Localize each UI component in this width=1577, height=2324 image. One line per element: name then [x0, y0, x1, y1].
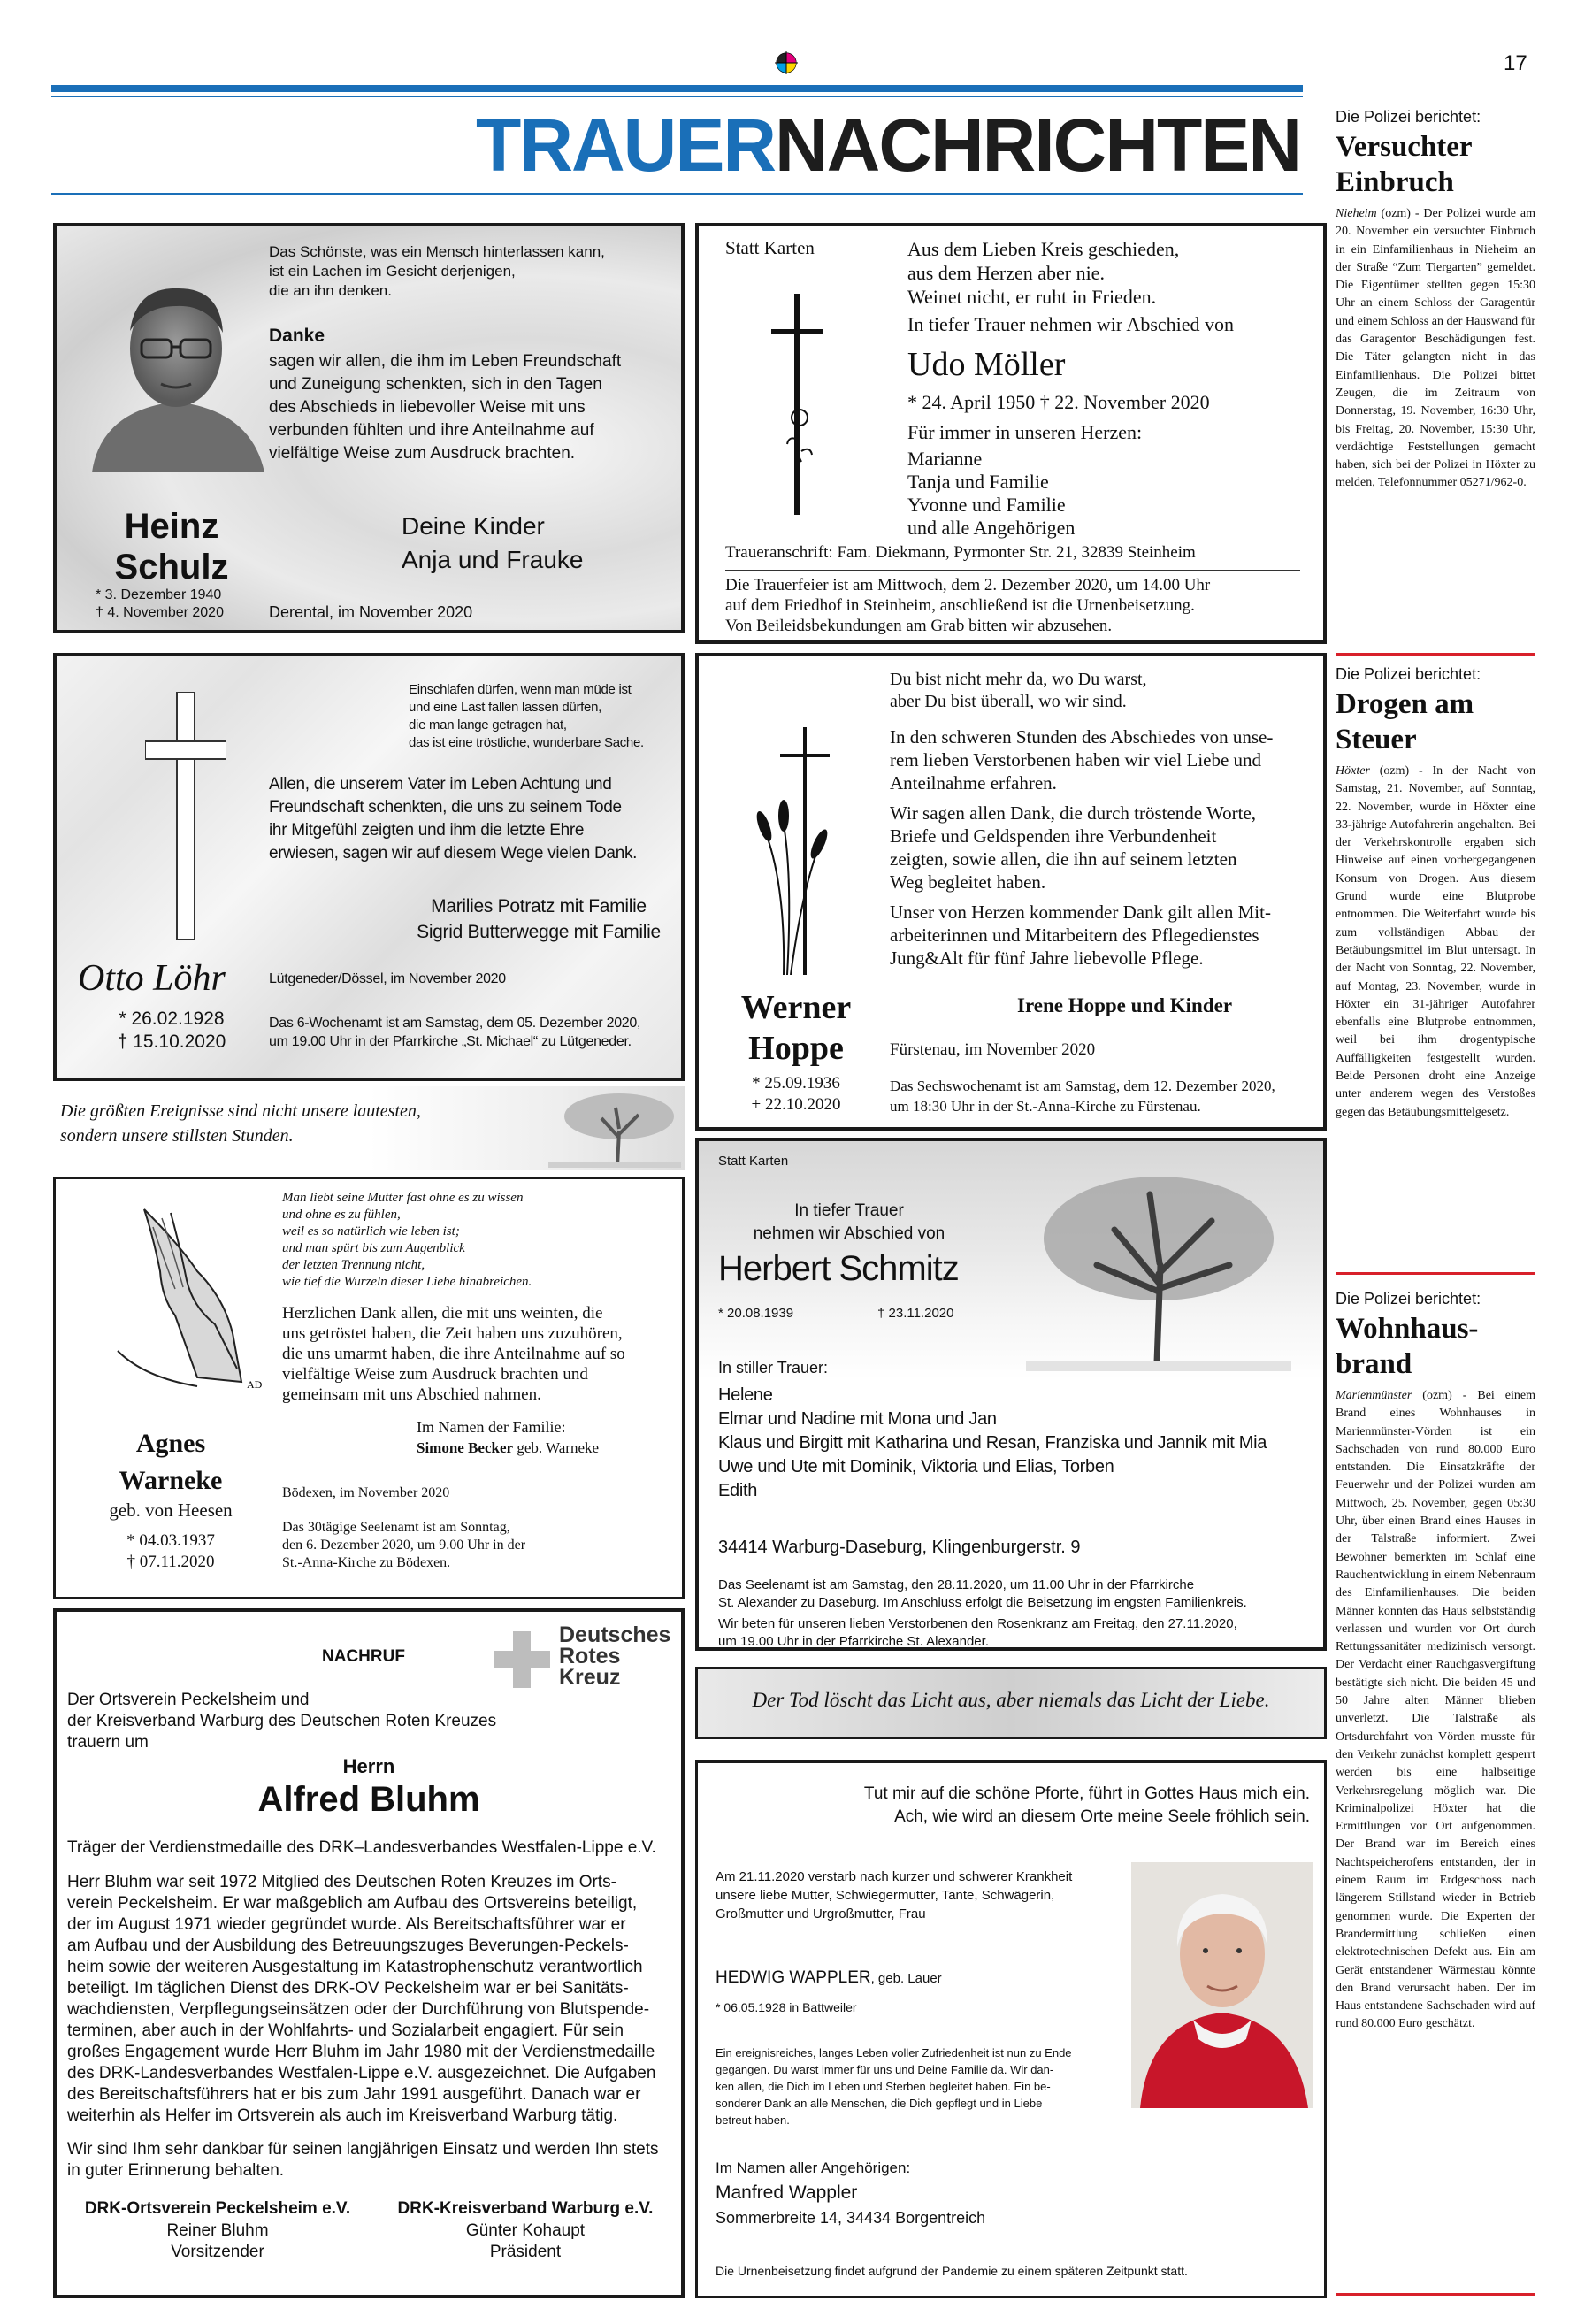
tribute: Ein ereignisreiches, langes Leben voller Zufriedenheit ist nun zu Ende gegangen. Du warst immer für uns und Deine Familie da. Wir dan- ken allen, die Dich im Leben und Sterben begleitet haben. Ein be- sonderer Dank an alle Menschen, die Dich gepflegt und in Liebe betreut haben. — [716, 2046, 1072, 2127]
biography: Herr Bluhm war seit 1972 Mitglied des Deutschen Roten Kreuzes im Orts- verein Peckelsheim. Er war maßgeblich am Aufbau des Ortsvereins beteiligt, der im August 1971 wieder gegründet wurde. Als Bereitschaftsführer war er am Aufbau und der Ausbildung des Betreuungszuges Beverungen-Peckels- heim sowie der weiteren Ausgestaltung im Katastrophenschutz verantwortlich beteiligt. Im täglichen Dienst des DRK-OV Peckelsheim war er bei Sanitäts- wachdiensten, Verpflegungseinsätzen oder der Durchführung von Blutspende- terminen, aber auch in der Wohlfahrts- und Sozialarbeit engagiert. Für sein großes Engagement wurde Herr Bluhm im Jahr 1980 mit der Verdienstmedaille des DRK-Landesverbandes Westfalen-Lippe e.V. ausgezeichnet. Die Aufgaben des Bereitschaftsführers hat er bis zum Jahr 1991 ausgeführt. Danach war er weiterhin als Helfer im Ortsverein als auch im Kreisverband Warburg tätig. — [67, 1873, 656, 2125]
birth-date: * 20.08.1939 — [718, 1306, 794, 1321]
family-nee: geb. Warneke — [513, 1439, 600, 1456]
article-3-text: (ozm) - Bei einem Brand eines Wohnhauses in Marienmünster-Vörden ist ein Sachschaden von rund 80.000 Euro entstanden. Die Einsatzkräfte der Feuerwehr und der Polizei wurden am Mittwoch, 25. November, gegen 05:30 Uhr, über einen Brand eines Hauses in der Talstraße informiert. Zwei Bewohner bemerkten im Schlaf eine Rauchentwicklung in einem Nebenraum des Einfamilienhauses. Die beiden Männer konnten das Haus selbstständig verlassen und wurden vor Ort durch Rettungssanitäter medizinisch versorgt. Der Verdacht einer Rauchgasvergiftung bestätigte sich nicht. Die beiden 45 und 50 Jahre alten Männer blieben unverletzt. Die Talstraße als Ortsdurchfahrt von Vörden musste für den Verkehr zunächst komplett gesperrt werden bis eine halbseitige Verkehrsregelung möglich war. Die Kriminalpolizei Höxter hat die Ermittlungen vor Ort aufgenommen. Der Brand war im Bereich eines Nachtspeicherofens entstanden, der in einem Raum im Erdgeschoss nach längerem Stillstand wieder in Betrieb genommen wurde. Die Experten der Brandermittlung schließen einen elektrotechnischen Defekt aus. Ein am Gerät entstandener Wärmestau könnte den Brand verursacht haben. Der im Haus entstandene Sachschaden wird auf rund 80.000 Euro geschätzt. — [1336, 1389, 1535, 2031]
service-info: Die Trauerfeier ist am Mittwoch, dem 2. Dezember 2020, um 14.00 Uhr auf dem Friedhof in Steinheim, anschließend ist die Urnenbeisetzung. Von Beileidsbekundungen am Grab bitten wir abzusehen. — [725, 576, 1211, 635]
poem: Aus dem Lieben Kreis geschieden, aus dem Herzen aber nie. Weinet nicht, er ruht in Frieden. — [907, 238, 1180, 308]
address: Sommerbreite 14, 34434 Borgentreich — [716, 2209, 986, 2227]
masthead-title — [380, 103, 1300, 188]
family: Helene Elmar und Nadine mit Mona und Jan Klaus und Birgitt mit Katharina und Resan, Franziska und Jannik mit Mia Uwe und Ute mit Dominik, Viktoria und Elias, Torben Edith — [718, 1385, 1267, 1500]
family-label: Im Namen der Familie: — [417, 1418, 566, 1436]
address: 34414 Warburg-Daseburg, Klingenburgerstr. 9 — [718, 1538, 1081, 1557]
cross-with-wheat-icon — [739, 727, 846, 975]
svg-text:AD: AD — [247, 1378, 263, 1391]
family-name: Manfred Wappler — [716, 2182, 858, 2203]
statt-karten: Statt Karten — [725, 237, 815, 258]
thanks-paragraph-1: In den schweren Stunden des Abschiedes von unse- rem lieben Verstorbenen haben wir viel Liebe und Anteilnahme erfahren. — [890, 726, 1274, 794]
light-quote: Der Tod löscht das Licht aus, aber niemals das Licht der Liebe. — [752, 1689, 1270, 1711]
mourning-label: In stiller Trauer: — [718, 1359, 829, 1377]
birth-date: * 26.02.1928 — [119, 1009, 225, 1029]
place-date: Lütgeneder/Dössel, im November 2020 — [269, 971, 506, 986]
obituary-herbert-schmitz — [695, 1138, 1327, 1651]
service-info: Das Sechswochenamt ist am Samstag, dem 12. Dezember 2020, um 18:30 Uhr in der St.-Anna-Kirche zu Fürstenau. — [890, 1078, 1275, 1115]
article-3-body — [1336, 1387, 1535, 2034]
article-2-dateline: Höxter — [1336, 764, 1370, 778]
deceased-name — [74, 506, 269, 587]
family-label: Im Namen aller Angehörigen: — [716, 2159, 911, 2176]
article-1-text: (ozm) - Der Polizei wurde am 20. November ein versuchter Einbruch in ein Einfamilienhaus in Nieheim an der Straße “Zum Tiergarten” gemeldet. Die Eigentümer stellten gegen 15:30 Uhr an einem Schloss der Garagentür und einem Schloss an der Hauswand für das Garagentor Beschädigungen fest. Die Täter gelangten nicht in das Einfamilienhaus. Die Polizei bittet Zeugen, die im Zeitraum von Donnerstag, 19. November, 16:30 Uhr, bis Freitag, 20. November, 15:30 Uhr, verdächtige Feststellungen gemacht haben, sich bei der Polizei in Höxter zu melden, Telefonnummer 05271/962-0. — [1336, 207, 1535, 490]
masthead-rule — [51, 85, 1303, 92]
masthead-rule-thin — [51, 96, 1303, 97]
spacer-quote: Die größten Ereignisse sind nicht unsere lautesten, sondern unsere stillsten Stunden. — [60, 1101, 421, 1146]
death-date: † 23.11.2020 — [877, 1306, 954, 1321]
article-1-headline: Versuchter Einbruch — [1336, 131, 1473, 198]
obituary-werner-hoppe — [695, 653, 1327, 1131]
birth-date: * 06.05.1928 in Battweiler — [716, 2000, 857, 2014]
article-1-dateline: Nieheim — [1336, 207, 1377, 220]
thanks-paragraph-2: Wir sagen allen Dank, die durch tröstende Worte, Briefe und Geldspenden ihre Verbundenheit zeigten, sowie allen, die ihn auf seinem letzten Weg begleitet haben. — [890, 802, 1257, 893]
divider — [725, 570, 1300, 571]
article-2-rule — [1336, 1272, 1535, 1275]
danke-title: Danke — [269, 326, 325, 346]
maiden-name: , geb. Lauer — [870, 1971, 942, 1986]
article-1-body — [1336, 205, 1535, 493]
death-date: † 07.11.2020 — [126, 1553, 215, 1571]
light-quote-banner — [695, 1667, 1327, 1739]
place-date: Derental, im November 2020 — [269, 603, 473, 621]
nachruf-label: NACHRUF — [322, 1647, 405, 1666]
article-2-body — [1336, 763, 1535, 1122]
spacer-quote-box — [53, 1086, 685, 1170]
award: Träger der Verdienstmedaille des DRK–Landesverbandes Westfalen-Lippe e.V. — [67, 1838, 656, 1857]
portrait-photo — [1131, 1862, 1313, 2108]
deceased-name — [716, 1968, 942, 1988]
rosary-info: Wir beten für unseren lieben Verstorbenen den Rosenkranz am Freitag, den 27.11.2020, um 19.00 Uhr in der Pfarrkirche St. Alexander. — [718, 1616, 1237, 1649]
signature-1-title: DRK-Ortsverein Peckelsheim e.V. — [84, 2199, 351, 2218]
article-2-kicker: Die Polizei berichtet: — [1336, 665, 1481, 683]
article-2-headline: Drogen am Steuer — [1336, 688, 1474, 755]
article-1-kicker: Die Polizei berichtet: — [1336, 108, 1481, 126]
masthead-title-blue: TRAUER — [476, 104, 776, 187]
name-first: Agnes — [135, 1429, 206, 1458]
quote: Einschlafen dürfen, wenn man müde ist und eine Last fallen lassen dürfen, die man lange getragen hat, das ist eine tröstliche, wunderbare Sache. — [409, 682, 644, 750]
herrn-label: Herrn — [342, 1755, 395, 1777]
drk-logo-text: Deutsches Rotes Kreuz — [559, 1622, 671, 1690]
poem: Man liebt seine Mutter fast ohne es zu wissen und ohne es zu fühlen, weil es so natürlich wie leben ist; und man spürt bis zum Augenblick der letzten Trennung nicht, wie tief die Wurzeln dieser Liebe hinabreichen. — [282, 1191, 532, 1289]
deceased-name: Alfred Bluhm — [257, 1780, 480, 1819]
birth-date: * 04.03.1937 — [126, 1531, 215, 1550]
deceased-name — [73, 1425, 268, 1499]
masthead-bottom-rule — [51, 193, 1303, 195]
name-first: Heinz — [124, 507, 219, 546]
poem: Tut mir auf die schöne Pforte, führt in Gottes Haus mich ein. Ach, wie wird an diesem Orte meine Seele fröhlich sein. — [863, 1784, 1310, 1826]
article-3-rule — [1336, 2293, 1535, 2296]
thanks: Allen, die unserem Vater im Leben Achtung und Freundschaft schenkten, die uns zu seinem Tode ihr Mitgefühl zeigten und ihm die letzte Ehre erwiesen, sagen wir auf diesem Wege vielen Dank. — [269, 775, 638, 863]
poem: Du bist nicht mehr da, wo Du warst, aber Du bist überall, wo wir sind. — [890, 670, 1147, 711]
birth-date: * 25.09.1936 — [752, 1074, 840, 1093]
article-1-rule — [1336, 653, 1535, 656]
name-last: Schulz — [114, 548, 229, 587]
article-2-text: (ozm) - In der Nacht von Samstag, 21. November, auf Sonntag, 22. November, wurde in Höxter eine 33-jährige Autofahrerin angehalten. Bei der Verkehrskontrolle ergaben sich Hinweise auf einen vorhergegangenen Konsum von Drogen. Aus diesem Grund wurde eine Blutprobe entnommen. Die Weiterfahrt wurde bis zum vollständigen Abbau der Betäubungsmittel im Blut untersagt. In der Nacht von Sonntag, 22. November, auf Montag, 23. November, wurde in Höxter ein 31-jähriger Autofahrer ebenfalls eine Blutprobe entnommen, weil bei ihm drogentypische Auffälligkeiten festgestellt wurden. Beide Personen droht eine Anzeige unter anderem wegen des Verstoßes gegen das Betäubungsmittelgesetz. — [1336, 764, 1535, 1119]
family-signature: Marilies Potratz mit Familie Sigrid Butterwegge mit Familie — [417, 896, 661, 942]
red-cross-icon — [494, 1631, 550, 1688]
family-name: Simone Becker — [417, 1439, 514, 1456]
signature-2-name: Günter Kohaupt Präsident — [465, 2221, 586, 2261]
page-number: 17 — [1504, 51, 1527, 75]
intro: Der Ortsverein Peckelsheim und der Kreisverband Warburg des Deutschen Roten Kreuzes trauern um — [67, 1691, 497, 1752]
deceased-name: Otto Löhr — [78, 958, 226, 999]
obituary-hedwig-wappler — [695, 1760, 1327, 2298]
note: Die Urnenbeisetzung findet aufgrund der Pandemie zu einem späteren Zeitpunkt statt. — [716, 2264, 1188, 2278]
tree-icon — [548, 1086, 681, 1168]
thanks-paragraph-3: Unser von Herzen kommender Dank gilt allen Mit- arbeiterinnen und Mitarbeitern des Pflegedienstes Jung&Alt für fünf Jahre liebevolle Pflege. — [890, 901, 1271, 969]
tree-icon — [1026, 1159, 1291, 1371]
registration-mark-icon — [775, 51, 798, 74]
praying-hands-icon — [91, 1200, 286, 1395]
family-signature — [417, 1439, 599, 1457]
service-info: Das 30tägige Seelenamt ist am Sonntag, den 6. Dezember 2020, um 9.00 Uhr in der St.-Anna-Kirche zu Bödexen. — [282, 1520, 526, 1570]
address: Traueranschrift: Fam. Diekmann, Pyrmonter Str. 21, 32839 Steinheim — [725, 543, 1196, 562]
death-date: + 22.10.2020 — [751, 1095, 841, 1114]
article-3-headline: Wohnhaus- brand — [1336, 1313, 1479, 1380]
name-last: Warneke — [119, 1466, 223, 1495]
article-3-kicker: Die Polizei berichtet: — [1336, 1290, 1481, 1308]
portrait-photo — [74, 269, 278, 472]
obituary-alfred-bluhm — [53, 1608, 685, 2298]
gratitude: Wir sind Ihm sehr dankbar für seinen langjährigen Einsatz und werden Ihn stets in guter Erinnerung behalten. — [67, 2140, 659, 2180]
family-signature: Deine Kinder Anja und Frauke — [402, 512, 584, 573]
intro: In tiefer Trauer nehmen wir Abschied von — [907, 313, 1235, 335]
name-last: Hoppe — [748, 1030, 844, 1067]
deceased-name: Herbert Schmitz — [718, 1249, 959, 1288]
masthead-title-black: NACHRICHTEN — [775, 104, 1300, 187]
deceased-name: Udo Möller — [907, 346, 1066, 383]
service-info: Das Seelenamt ist am Samstag, den 28.11.2020, um 11.00 Uhr in der Pfarrkirche St. Alexander zu Daseburg. Im Anschluss erfolgt die Beisetzung im engsten Familienkreis. — [718, 1577, 1247, 1610]
obituary-heinz-schulz — [53, 223, 685, 633]
birth-date: * 3. Dezember 1940 — [96, 587, 222, 602]
signature-2-title: DRK-Kreisverband Warburg e.V. — [397, 2199, 654, 2218]
deceased-name — [708, 987, 884, 1069]
thanks: Herzlichen Dank allen, die mit uns weinten, die uns getröstet haben, die Zeit haben uns zuzuhören, die uns umarmt haben, die ihre Anteilnahme auf so vielfältige Weise zum Ausdruck brachten und gemeinsam mit uns Abschied nahmen. — [282, 1304, 625, 1404]
sidebar — [1325, 88, 1542, 2318]
intro: Am 21.11.2020 verstarb nach kurzer und schwerer Krankheit unsere liebe Mutter, Schwiegermutter, Tante, Schwägerin, Großmutter und Urgroßmutter, Frau — [716, 1869, 1073, 1921]
name: HEDWIG WAPPLER — [716, 1968, 871, 1987]
obituary-otto-loehr — [53, 653, 685, 1081]
death-date: † 4. November 2020 — [96, 605, 224, 620]
quote: Das Schönste, was ein Mensch hinterlassen kann, ist ein Lachen im Gesicht derjenigen, die an ihn denken. — [269, 243, 605, 299]
forever-label: Für immer in unseren Herzen: — [907, 421, 1143, 443]
place-date: Bödexen, im November 2020 — [282, 1485, 450, 1500]
obituary-agnes-warneke — [53, 1177, 685, 1599]
death-date: † 15.10.2020 — [117, 1032, 226, 1052]
dates: * 24. April 1950 † 22. November 2020 — [907, 391, 1210, 413]
maiden-name: geb. von Heesen — [109, 1499, 233, 1521]
family-signature: Irene Hoppe und Kinder — [1017, 994, 1233, 1016]
obituary-udo-moeller — [695, 223, 1327, 644]
cross-icon — [145, 692, 226, 940]
service-info: Das 6-Wochenamt ist am Samstag, dem 05. Dezember 2020, um 19.00 Uhr in der Pfarrkirche „St. Michael“ zu Lütgeneder. — [269, 1016, 641, 1049]
family: Marianne Tanja und Familie Yvonne und Familie und alle Angehörigen — [907, 448, 1076, 539]
cross-with-rose-icon — [766, 294, 828, 515]
signature-1-name: Reiner Bluhm Vorsitzender — [166, 2221, 269, 2261]
danke-text: sagen wir allen, die ihm im Leben Freundschaft und Zuneigung schenkten, sich in den Tagen des Abschieds in liebevoller Weise mit uns verbunden fühlten und ihre Anteilnahme auf vielfältige Weise zum Ausdruck brachten. — [269, 352, 622, 463]
statt-karten: Statt Karten — [718, 1154, 789, 1169]
intro: In tiefer Trauer nehmen wir Abschied von — [753, 1201, 945, 1243]
place-date: Fürstenau, im November 2020 — [890, 1040, 1096, 1059]
name-first: Werner — [740, 989, 852, 1026]
article-3-dateline: Marienmünster — [1336, 1389, 1412, 1402]
